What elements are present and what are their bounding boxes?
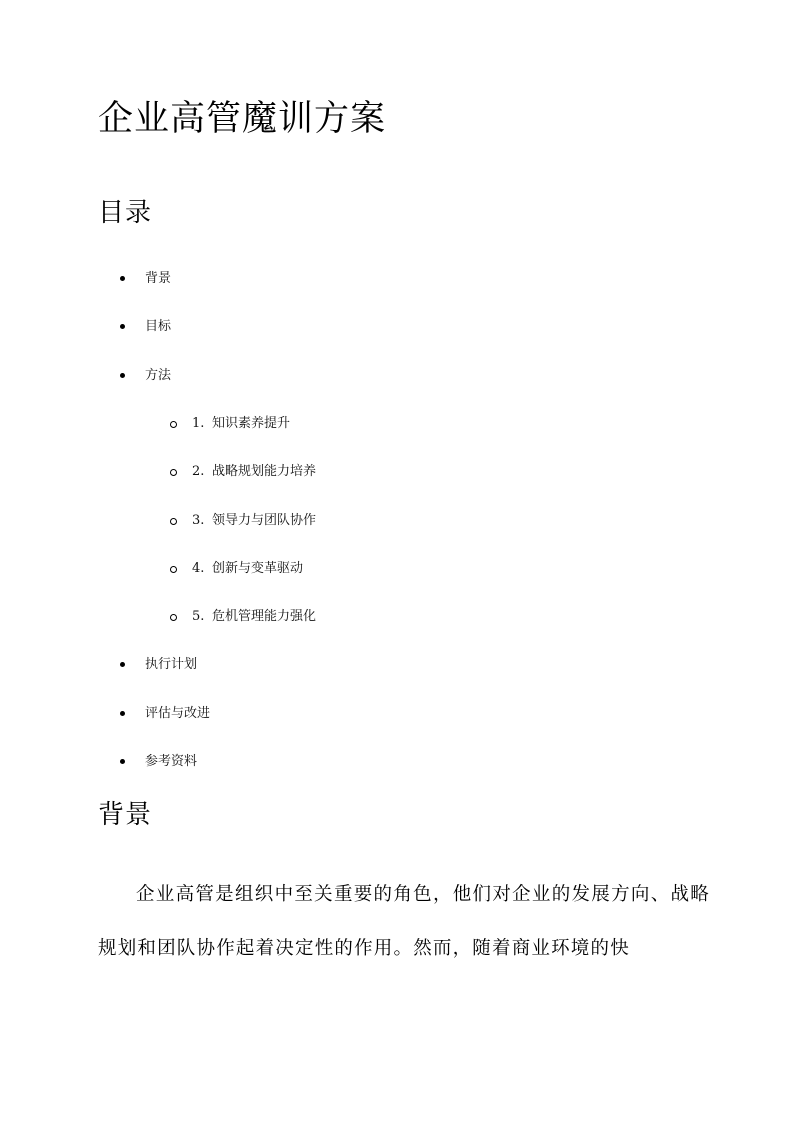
bullet-icon: [120, 711, 125, 716]
toc-subitem-number: 1.: [192, 416, 205, 431]
background-heading: 背景: [98, 800, 153, 830]
toc-item-label: 目标: [145, 319, 172, 334]
hollow-bullet-icon: [170, 566, 177, 573]
bullet-icon: [120, 324, 125, 329]
toc-subitem-number: 3.: [192, 513, 205, 528]
toc-subitem-number: 2.: [192, 464, 205, 479]
hollow-bullet-icon: [170, 469, 177, 476]
toc-item-label: 危机管理能力强化: [212, 609, 317, 624]
toc-item-label: 参考资料: [145, 754, 198, 769]
background-paragraph: 企业高管是组织中至关重要的角色，他们对企业的发展方向、战略规划和团队协作起着决定性的作用。然而，随着商业环境的快: [98, 884, 710, 959]
hollow-bullet-icon: [170, 518, 177, 525]
toc-item-label: 创新与变革驱动: [212, 561, 304, 576]
bullet-icon: [120, 759, 125, 764]
toc-item-label: 知识素养提升: [212, 416, 291, 431]
hollow-bullet-icon: [170, 421, 177, 428]
document-title: 企业高管魔训方案: [98, 99, 387, 139]
bullet-icon: [120, 276, 125, 281]
toc-item-label: 评估与改进: [145, 706, 211, 721]
toc-item-label: 背景: [145, 271, 172, 286]
toc-item-label: 战略规划能力培养: [212, 464, 317, 479]
hollow-bullet-icon: [170, 614, 177, 621]
toc-subitem-number: 5.: [192, 609, 205, 624]
toc-item-label: 领导力与团队协作: [212, 513, 317, 528]
bullet-icon: [120, 662, 125, 667]
toc-item-label: 执行计划: [145, 657, 198, 672]
toc-item-label: 方法: [145, 368, 172, 383]
toc-subitem-number: 4.: [192, 561, 205, 576]
toc-heading: 目录: [98, 198, 153, 228]
bullet-icon: [120, 373, 125, 378]
